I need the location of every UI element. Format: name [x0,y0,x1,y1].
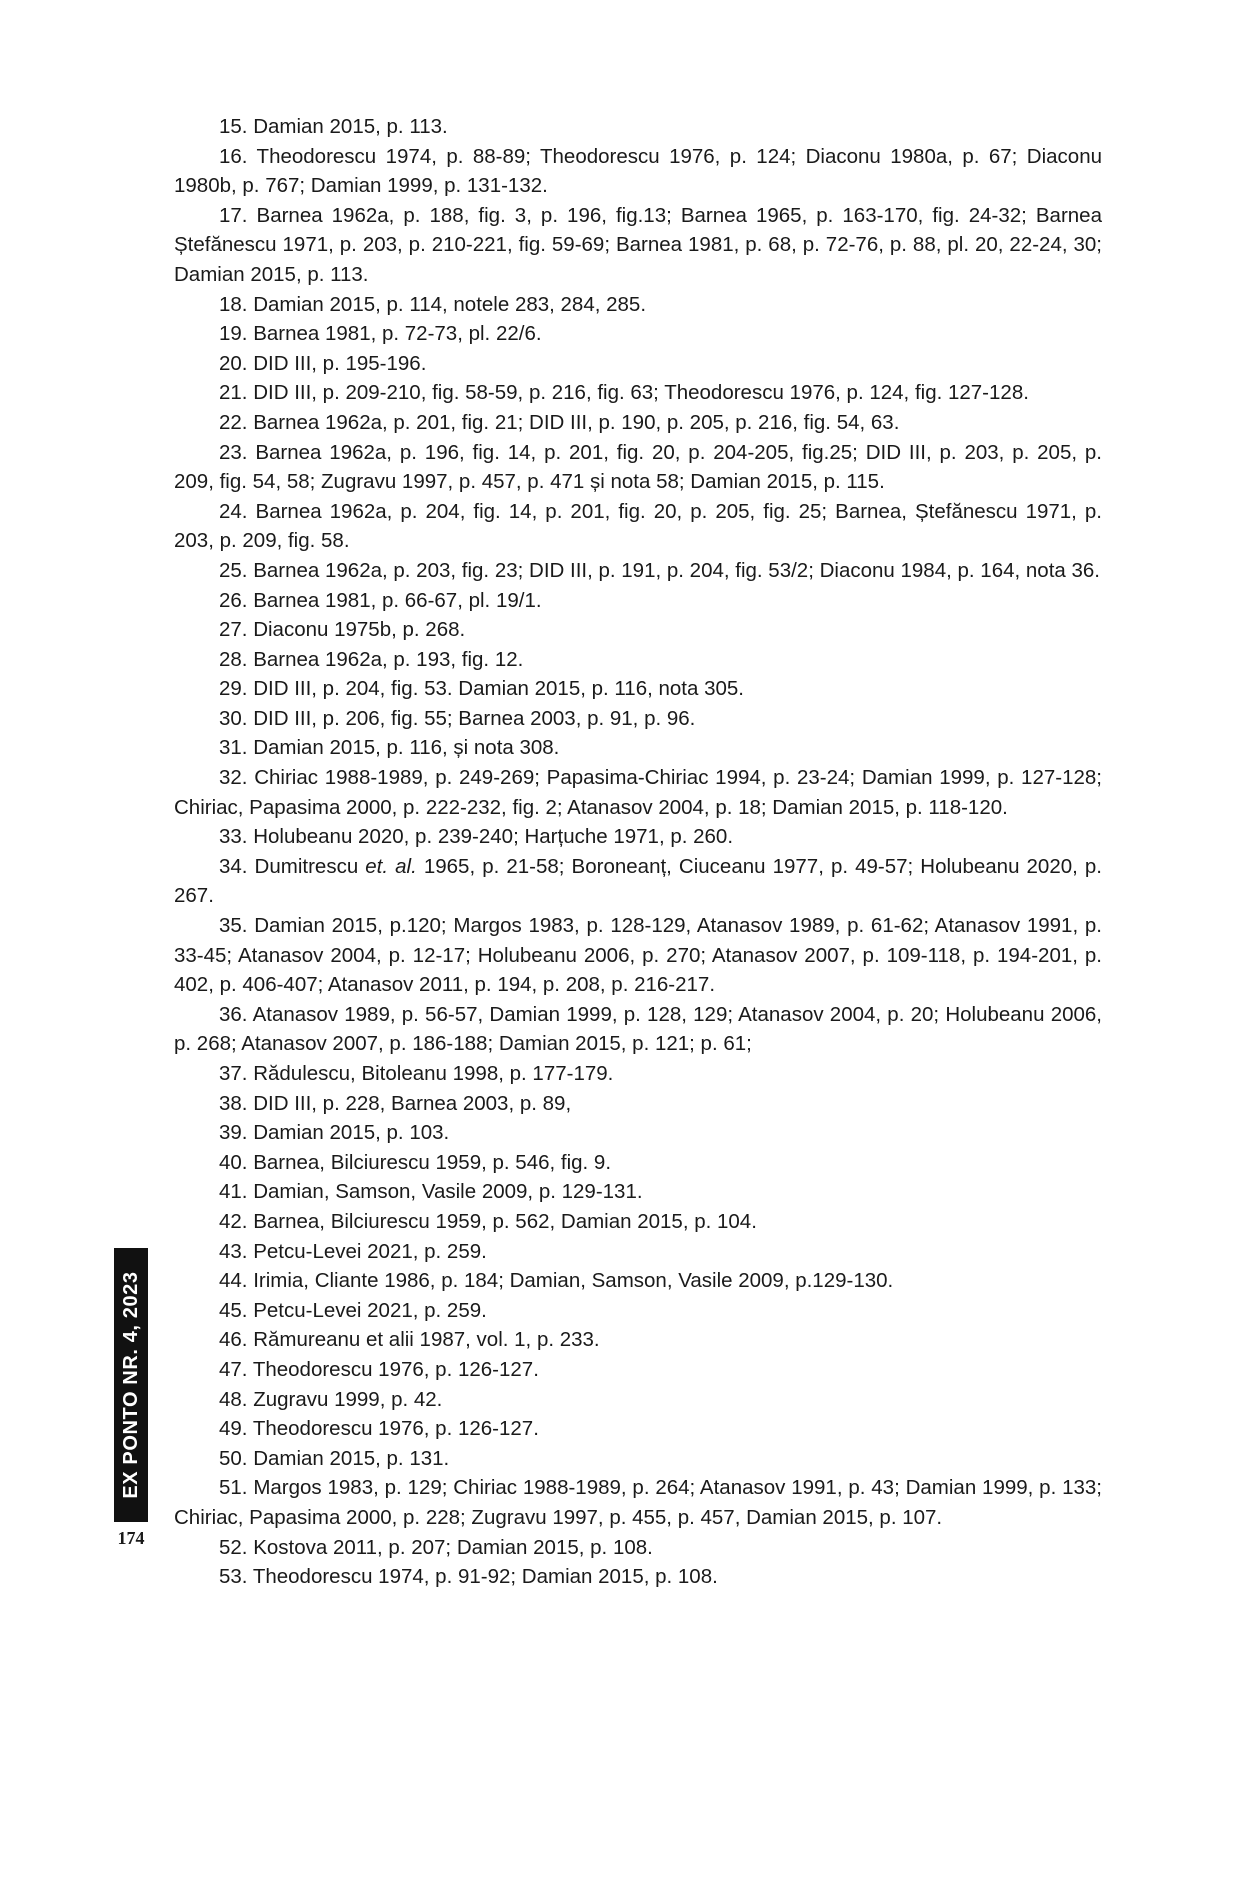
footnote [174,1000,1102,1059]
footnote-text: 30. DID III, p. 206, fig. 55; Barnea 2003, p. 91, p. 96. [219,706,696,730]
footnote-text: 1965, p. 21-58; Boroneanț, Ciuceanu 1977, p. 49-57; Holubeanu 2020, p. 267. [174,854,1102,908]
footnote-text: 37. Rădulescu, Bitoleanu 1998, p. 177-179. [219,1062,614,1085]
footnote [174,1562,1102,1592]
footnote [174,1414,1102,1444]
footnote-text: 51. Margos 1983, p. 129; Chiriac 1988-1989, p. 264; Atanasov 1991, p. 43; Damian 1999, p. 133; Chiriac, Papasima 2000, p. 228; Zugravu 1997, p. 455, p. 457, Damian 2015, p. 107. [174,1476,1102,1529]
footnote-text: 20. DID III, p. 195-196. [219,351,427,375]
footnote-text: 28. Barnea 1962a, p. 193, fig. 12. [219,647,524,671]
footnote-text: 47. Theodorescu 1976, p. 126-127. [219,1357,539,1381]
footnote-text: 44. Irimia, Cliante 1986, p. 184; Damian, Samson, Vasile 2009, p.129-130. [219,1269,894,1293]
footnote-text: 24. Barnea 1962a, p. 204, fig. 14, p. 201, fig. 20, p. 205, fig. 25; Barnea, Ștefănescu 1971, p. 203, p. 209, fig. 58. [174,499,1102,553]
footnote [174,1089,1102,1119]
footnote [174,1237,1102,1267]
footnote-text: 46. Rămureanu et alii 1987, vol. 1, p. 233. [219,1328,600,1352]
footnote-text: 25. Barnea 1962a, p. 203, fig. 23; DID III, p. 191, p. 204, fig. 53/2; Diaconu 1984, p. 164, nota 36. [219,558,1100,582]
footnote-text: 38. DID III, p. 228, Barnea 2003, p. 89, [219,1091,572,1115]
footnotes-list [174,112,1102,1592]
footnote [174,674,1102,704]
footnote-text: 17. Barnea 1962a, p. 188, fig. 3, p. 196, fig.13; Barnea 1965, p. 163-170, fig. 24-32; Barnea Ștefănescu 1971, p. 203, p. 210-221, fig. 59-69; Barnea 1981, p. 68, p. 72-76, p. 88, pl. 20, 22-24, 30; Damian 2015, p. 113. [174,203,1102,286]
footnote [174,852,1102,911]
footnote [174,645,1102,675]
footnote-text: 21. DID III, p. 209-210, fig. 58-59, p. 216, fig. 63; Theodorescu 1976, p. 124, fig. 127-128. [219,381,1029,405]
footnote [174,349,1102,379]
footnote-text: 43. Petcu-Levei 2021, p. 259. [219,1239,487,1263]
footnote-text: 16. Theodorescu 1974, p. 88-89; Theodorescu 1976, p. 124; Diaconu 1980a, p. 67; Diaconu 1980b, p. 767; Damian 1999, p. 131-132. [174,144,1102,198]
footnote [174,1296,1102,1326]
footnote-text: 27. Diaconu 1975b, p. 268. [219,618,466,642]
footnote-text: 50. Damian 2015, p. 131. [219,1446,450,1470]
footnote-text: 36. Atanasov 1989, p. 56-57, Damian 1999, p. 128, 129; Atanasov 2004, p. 20; Holubeanu 2006, p. 268; Atanasov 2007, p. 186-188; Damian 2015, p. 121; p. 61; [174,1002,1102,1056]
footnote [174,556,1102,586]
footnote-text: 52. Kostova 2011, p. 207; Damian 2015, p. 108. [219,1535,653,1559]
footnote [174,497,1102,556]
footnote [174,290,1102,320]
footnote-text: 29. DID III, p. 204, fig. 53. Damian 2015, p. 116, nota 305. [219,677,744,701]
footnote [174,733,1102,763]
footnote-text: 26. Barnea 1981, p. 66-67, pl. 19/1. [219,588,542,612]
footnote [174,1177,1102,1207]
footnote-text: 49. Theodorescu 1976, p. 126-127. [219,1417,539,1441]
footnote-text: 18. Damian 2015, p. 114, notele 283, 284, 285. [219,292,647,316]
footnote [174,911,1102,1000]
footnote [174,142,1102,201]
footnote-text: 34. Dumitrescu [219,854,366,878]
footnote-text: 39. Damian 2015, p. 103. [219,1121,450,1145]
footnote-text: 53. Theodorescu 1974, p. 91-92; Damian 2015, p. 108. [219,1565,718,1589]
footnote-text: 22. Barnea 1962a, p. 201, fig. 21; DID III, p. 190, p. 205, p. 216, fig. 54, 63. [219,410,900,434]
footnote [174,615,1102,645]
footnote [174,319,1102,349]
journal-side-label: EX PONTO NR. 4, 2023 [114,1248,148,1522]
footnote [174,1444,1102,1474]
footnote [174,1533,1102,1563]
footnote [174,1207,1102,1237]
footnote [174,763,1102,822]
footnote [174,1325,1102,1355]
footnote-text: 19. Barnea 1981, p. 72-73, pl. 22/6. [219,322,542,346]
footnote [174,112,1102,142]
footnote [174,704,1102,734]
footnote-text: 15. Damian 2015, p. 113. [219,115,448,138]
footnote [174,408,1102,438]
page-number: 174 [117,1528,145,1548]
footnote-text: 40. Barnea, Bilciurescu 1959, p. 546, fig. 9. [219,1150,612,1174]
footnote [174,1385,1102,1415]
footnote-text: 23. Barnea 1962a, p. 196, fig. 14, p. 201, fig. 20, p. 204-205, fig.25; DID III, p. 203, p. 205, p. 209, fig. 54, 58; Zugravu 1997, p. 457, p. 471 și nota 58; Damian 2015, p. 115. [174,440,1102,494]
footnote [174,1059,1102,1089]
footnote [174,1355,1102,1385]
footnote [174,1118,1102,1148]
footnote [174,822,1102,852]
footnote-text: 31. Damian 2015, p. 116, și nota 308. [219,736,560,760]
footnote [174,1266,1102,1296]
footnote [174,438,1102,497]
footnote-text: 35. Damian 2015, p.120; Margos 1983, p. 128-129, Atanasov 1989, p. 61-62; Atanasov 1991, p. 33-45; Atanasov 2004, p. 12-17; Holubeanu 2006, p. 270; Atanasov 2007, p. 109-118, p. 194-201, p. 402, p. 406-407; Atanasov 2011, p. 194, p. 208, p. 216-217. [174,914,1102,997]
footnote [174,1473,1102,1532]
footnote [174,378,1102,408]
footnote-text: 45. Petcu-Levei 2021, p. 259. [219,1298,487,1322]
footnote-text: 33. Holubeanu 2020, p. 239-240; Harțuche 1971, p. 260. [219,825,734,849]
footnote-text: 32. Chiriac 1988-1989, p. 249-269; Papasima-Chiriac 1994, p. 23-24; Damian 1999, p. 127-128; Chiriac, Papasima 2000, p. 222-232, fig. 2; Atanasov 2004, p. 18; Damian 2015, p. 118-120. [174,766,1102,819]
footnote [174,201,1102,290]
footnote [174,586,1102,616]
footnote-italic-text: et. al. [365,854,417,878]
footnote [174,1148,1102,1178]
footnote-text: 48. Zugravu 1999, p. 42. [219,1387,443,1411]
footnote-text: 42. Barnea, Bilciurescu 1959, p. 562, Damian 2015, p. 104. [219,1209,757,1233]
footnote-text: 41. Damian, Samson, Vasile 2009, p. 129-131. [219,1180,643,1204]
